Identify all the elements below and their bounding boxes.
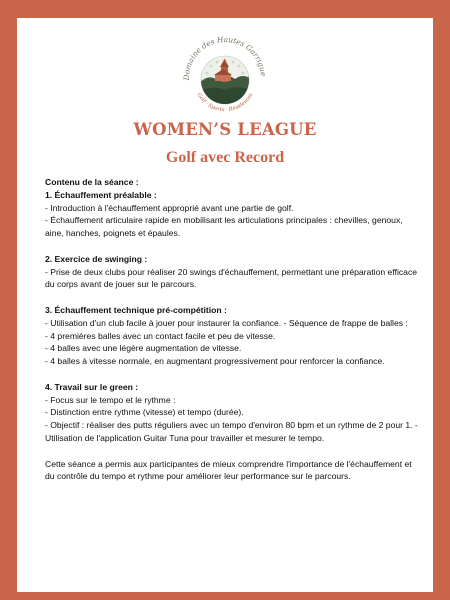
section-1-title: 1. Échauffement préalable : bbox=[45, 189, 157, 200]
section-2-line-2: du corps avant de jouer sur le parcours. bbox=[45, 279, 197, 290]
page-subtitle: Golf avec Record bbox=[165, 149, 285, 166]
section-3-line-4: - 4 balles à vitesse normale, en augmentant progressivement pour renforcer la confiance. bbox=[45, 356, 385, 367]
section-3-line-3: - 4 balles avec une légère augmentation de vitesse. bbox=[45, 343, 242, 354]
section-4-line-3: - Objectif : réaliser des putts réguliers avec un tempo d'environ 80 bpm et un rythme de 2 pour 1. - Utilisation de l'application Guitar Tuna pour travailler et mesurer le tempo. bbox=[45, 420, 418, 443]
section-3-line-2: - 4 premières balles avec un contact facile et peu de vitesse. bbox=[45, 330, 276, 341]
section-3-line-1: - Utilisation d'un club facile à jouer pour instaurer la confiance. - Séquence de frappe de balles : bbox=[45, 317, 408, 328]
document-page bbox=[17, 18, 433, 592]
section-2-line-1: - Prise de deux clubs pour réaliser 20 swings d'échauffement, permettant une préparation efficace bbox=[45, 266, 418, 277]
logo-bottom-text: Golf · Sports · Résidences bbox=[195, 92, 255, 114]
section-4-line-1: - Focus sur le tempo et le rythme : bbox=[45, 394, 176, 405]
section-2-title: 2. Exercice de swinging : bbox=[45, 253, 148, 264]
section-4-line-2: - Distinction entre rythme (vitesse) et tempo (durée). bbox=[45, 407, 244, 418]
conclusion-paragraph: Cette séance a permis aux participantes de mieux comprendre l'importance de l'échauffement et du contrôle du tempo et rythme pour améliorer leur performance sur le parcours. bbox=[45, 458, 412, 482]
content-heading: Contenu de la séance : bbox=[45, 177, 139, 187]
section-4-title: 4. Travail sur le green : bbox=[45, 381, 139, 392]
page-title: WOMEN’S LEAGUE bbox=[133, 120, 317, 139]
logo-top-text: Domaine des Hautes Garrigue bbox=[181, 34, 269, 81]
golf-ball-logo-icon bbox=[165, 22, 285, 122]
section-1-line-2: - Échauffement articulaire rapide en mobilisant les articulations principales : chevilles, genoux, aine, hanches, poignets et épaules. bbox=[45, 215, 403, 239]
section-1-line-1: - Introduction à l'échauffement approprié avant une partie de golf. bbox=[45, 202, 294, 213]
session-content bbox=[45, 176, 419, 483]
section-3-title: 3. Échauffement technique pré-compétition : bbox=[45, 304, 227, 315]
